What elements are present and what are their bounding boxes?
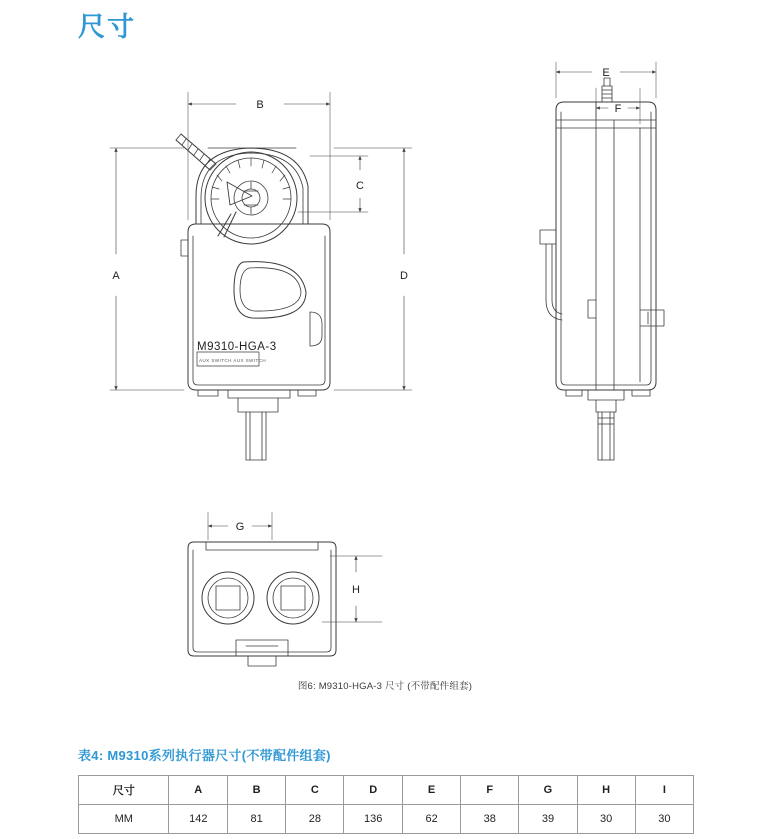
- page-title: 尺寸: [78, 12, 136, 42]
- table-cell-a: 142: [169, 805, 228, 834]
- table-header-cell: C: [286, 776, 344, 805]
- figure-caption: 图6: M9310-HGA-3 尺寸 (不带配件组套): [297, 681, 473, 692]
- table-cell-unit: MM: [79, 805, 169, 834]
- dimension-label-E: E: [602, 67, 610, 79]
- table-cell-c: 28: [286, 805, 344, 834]
- dimension-label-C: C: [356, 180, 364, 192]
- table-title: 表4: M9310系列执行器尺寸(不带配件组套): [78, 748, 331, 763]
- table-header-cell: A: [169, 776, 228, 805]
- device-sublabel: AUX SWITCH AUX SWITCH: [199, 358, 267, 363]
- table-header-cell: G: [519, 776, 577, 805]
- table-header-cell: D: [344, 776, 403, 805]
- table-row: [79, 805, 694, 834]
- table-cell-e: 62: [402, 805, 460, 834]
- table-header-cell: E: [402, 776, 460, 805]
- dimension-label-D: D: [400, 270, 408, 282]
- dimension-label-B: B: [256, 99, 264, 111]
- table-cell-i: 30: [635, 805, 693, 834]
- table-cell-g: 39: [519, 805, 577, 834]
- dimension-label-F: F: [614, 103, 622, 115]
- dimension-label-G: G: [235, 521, 245, 533]
- table-header-cell: B: [228, 776, 286, 805]
- device-label: M9310-HGA-3: [197, 341, 277, 353]
- table-header-cell: I: [635, 776, 693, 805]
- dimension-label-A: A: [112, 270, 120, 282]
- table-header-cell: H: [577, 776, 635, 805]
- table-header-cell: F: [461, 776, 519, 805]
- dimension-label-H: H: [352, 584, 360, 596]
- table-cell-h: 30: [577, 805, 635, 834]
- dimension-table: [78, 775, 694, 834]
- table-cell-d: 136: [344, 805, 403, 834]
- table-header-row: [79, 776, 694, 805]
- table-cell-b: 81: [228, 805, 286, 834]
- table-cell-f: 38: [461, 805, 519, 834]
- table-header-cell: 尺寸: [79, 776, 169, 805]
